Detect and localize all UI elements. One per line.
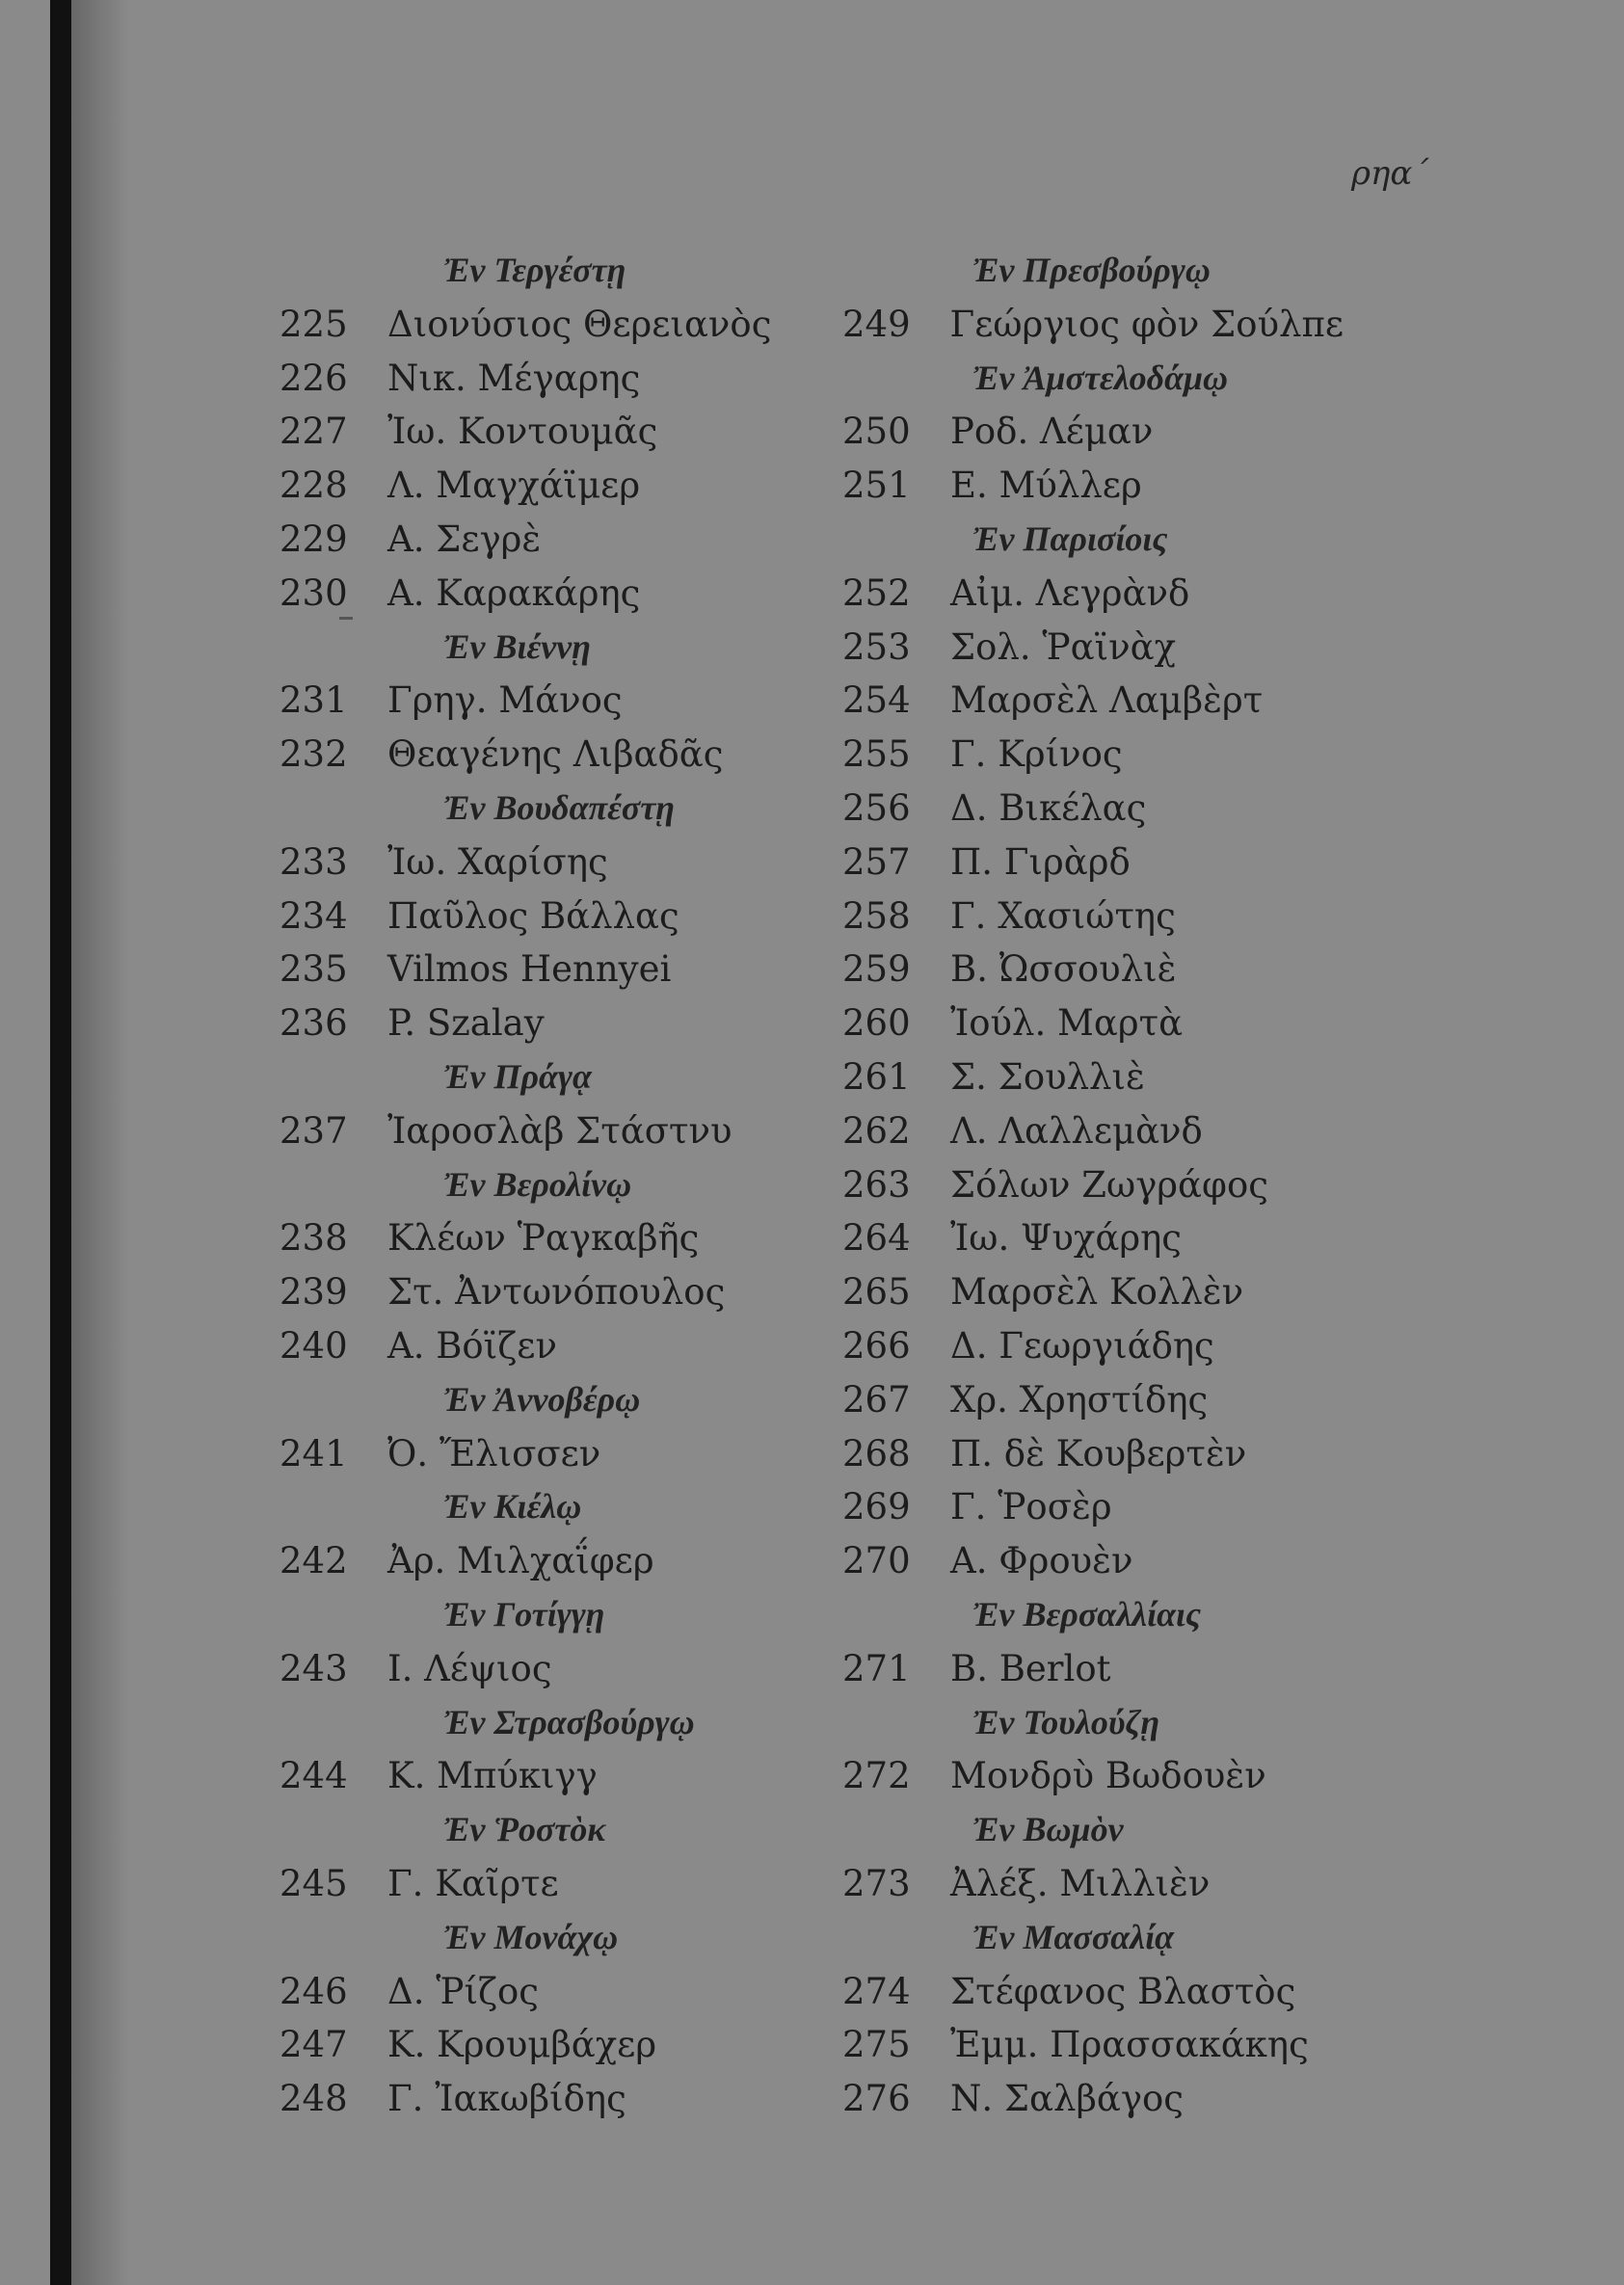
entry-number: 270 <box>842 1540 911 1582</box>
list-item <box>842 1427 1344 1481</box>
book-spine-shadow <box>50 0 71 2285</box>
entry-name: Γ. Καῖρτε <box>387 1862 559 1904</box>
entry-number: 227 <box>280 411 348 453</box>
entry-name: Ἀλέξ. Μιλλιὲν <box>950 1862 1211 1904</box>
list-item <box>280 298 819 352</box>
list-item <box>280 2018 819 2072</box>
list-item <box>842 2072 1344 2126</box>
entry-name: Στέφανος Βλαστὸς <box>950 1970 1296 2012</box>
entry-number: 262 <box>842 1109 911 1152</box>
city-heading-label: Ἐν Κιέλῳ <box>443 1487 582 1527</box>
list-item <box>280 943 819 996</box>
entry-name: Ἰω. Κοντουμᾶς <box>387 411 658 453</box>
city-heading-label: Ἐν Πράγᾳ <box>443 1056 592 1096</box>
entry-name: Π. δὲ Κουβερτὲν <box>950 1432 1247 1475</box>
city-heading <box>842 1803 1344 1857</box>
entry-number: 245 <box>280 1862 348 1904</box>
entry-name: Στ. Ἀντωνόπουλος <box>387 1271 726 1314</box>
entry-name: Χρ. Χρηστίδης <box>950 1378 1209 1421</box>
list-item <box>280 567 819 621</box>
city-heading-label: Ἐν Μασσαλίᾳ <box>972 1917 1175 1956</box>
city-heading <box>280 1803 819 1857</box>
entry-number: 269 <box>842 1486 911 1528</box>
entry-name: Αἰμ. Λεγρὰνδ <box>950 571 1190 614</box>
list-item <box>280 405 819 459</box>
entry-name: B. Berlot <box>950 1647 1111 1689</box>
list-item <box>842 1104 1344 1158</box>
list-item <box>280 836 819 890</box>
entry-name: Ἀρ. Μιλχαΐφερ <box>387 1540 654 1582</box>
city-heading-label: Ἐν Πρεσβούργῳ <box>972 251 1211 289</box>
entry-number: 229 <box>280 518 348 560</box>
entry-name: Ἰούλ. Μαρτὰ <box>950 1002 1184 1045</box>
entry-name: Β. Ὠσσουλιὲ <box>950 948 1177 991</box>
entry-number: 246 <box>280 1970 348 2012</box>
entry-name: Λ. Λαλλεμὰνδ <box>950 1109 1203 1152</box>
list-item <box>280 1642 819 1696</box>
entry-name: Μαρσὲλ Κολλὲν <box>950 1271 1244 1314</box>
entry-number: 250 <box>842 411 911 453</box>
entry-name: P. Szalay <box>387 1002 545 1045</box>
gutter-shade <box>71 0 129 2285</box>
entry-number: 255 <box>842 733 911 776</box>
list-item <box>842 1857 1344 1911</box>
entry-name: Σ. Σουλλιὲ <box>950 1055 1145 1098</box>
list-item <box>842 728 1344 782</box>
city-heading <box>280 1050 819 1104</box>
entry-number: 233 <box>280 840 348 883</box>
entry-number: 249 <box>842 303 911 345</box>
entry-name: Α. Σεγρὲ <box>387 518 542 560</box>
entry-number: 231 <box>280 679 348 722</box>
city-heading-label: Ἐν Στρασβούργῳ <box>443 1702 695 1741</box>
city-heading <box>842 352 1344 406</box>
entry-name: Γεώργιος φὸν Σούλπε <box>949 303 1344 345</box>
entry-number: 274 <box>842 1970 911 2012</box>
list-item <box>842 1749 1344 1803</box>
entry-number: 236 <box>280 1002 348 1045</box>
city-heading <box>280 1158 819 1212</box>
entry-name: Ἰω. Ψυχάρης <box>950 1217 1182 1260</box>
entry-name: Νικ. Μέγαρης <box>387 357 641 399</box>
entry-name: Κλέων Ῥαγκαβῆς <box>387 1217 700 1260</box>
entry-name: Ἰαροσλὰβ Στάστνυ <box>387 1109 732 1152</box>
margin-dash <box>339 617 353 620</box>
entry-name: Ι. Λέψιος <box>387 1647 552 1689</box>
city-heading-label: Ἐν Βωμὸν <box>972 1810 1124 1849</box>
list-item <box>842 1050 1344 1104</box>
city-heading-label: Ἐν Βερολίνῳ <box>443 1164 632 1204</box>
entry-number: 254 <box>842 679 911 722</box>
list-item <box>842 890 1344 943</box>
entry-number: 257 <box>842 840 911 883</box>
entry-number: 271 <box>842 1647 911 1689</box>
entry-number: 259 <box>842 948 911 991</box>
city-heading-label: Ἐν Μονάχῳ <box>443 1917 619 1956</box>
entry-name: Διονύσιος Θερειανὸς <box>387 303 772 345</box>
entry-name: Θεαγένης Λιβαδᾶς <box>387 733 724 776</box>
list-item <box>842 1211 1344 1265</box>
city-heading-label: Ἐν Βουδαπέστῃ <box>443 787 676 827</box>
city-heading <box>280 1480 819 1534</box>
entry-number: 248 <box>280 2078 348 2120</box>
city-heading-label: Ἐν Τουλούζῃ <box>972 1702 1160 1741</box>
city-heading-label: Ἐν Ἀννοβέρῳ <box>443 1379 641 1419</box>
list-item <box>842 459 1344 513</box>
city-heading-label: Ἐν Βερσαλλίαις <box>972 1594 1202 1634</box>
list-item <box>280 352 819 406</box>
list-item <box>280 996 819 1050</box>
list-item <box>842 621 1344 675</box>
entry-number: 242 <box>280 1540 348 1582</box>
list-item <box>842 674 1344 728</box>
list-item <box>842 836 1344 890</box>
list-item <box>280 513 819 567</box>
left-column <box>280 244 819 2126</box>
entry-number: 232 <box>280 733 348 776</box>
entry-number: 263 <box>842 1163 911 1206</box>
entry-number: 265 <box>842 1271 911 1314</box>
list-item <box>842 943 1344 996</box>
entry-name: Γ. Χασιώτης <box>950 894 1176 937</box>
entry-name: Γ. Ἰακωβίδης <box>387 2078 626 2120</box>
entry-name: Δ. Βικέλας <box>950 786 1147 829</box>
city-heading-label: Ἐν Ῥοστὸκ <box>443 1810 606 1849</box>
entry-number: 241 <box>280 1432 348 1475</box>
entry-name: Ν. Σαλβάγος <box>950 2078 1184 2120</box>
list-item <box>280 1319 819 1373</box>
entry-number: 258 <box>842 894 911 937</box>
list-item <box>280 1265 819 1319</box>
entry-number: 256 <box>842 786 911 829</box>
list-item <box>280 890 819 943</box>
entry-number: 268 <box>842 1432 911 1475</box>
entry-name: Α. Καρακάρης <box>387 571 641 614</box>
entry-number: 239 <box>280 1271 348 1314</box>
list-item <box>280 1211 819 1265</box>
entry-name: Παῦλος Βάλλας <box>387 894 679 937</box>
city-heading-label: Ἐν Παρισίοις <box>972 518 1168 558</box>
entry-name: Δ. Γεωργιάδης <box>950 1324 1214 1367</box>
entry-name: Α. Βόϊζεν <box>387 1324 557 1367</box>
entry-name: Γ. Ῥοσὲρ <box>950 1486 1112 1528</box>
entry-number: 266 <box>842 1324 911 1367</box>
list-item <box>280 1965 819 2019</box>
entry-number: 238 <box>280 1217 348 1260</box>
entry-number: 252 <box>842 571 911 614</box>
entry-number: 273 <box>842 1862 911 1904</box>
city-heading <box>280 1588 819 1642</box>
entry-name: Γρηγ. Μάνος <box>387 679 623 722</box>
entry-number: 251 <box>842 465 911 507</box>
city-heading <box>842 1911 1344 1965</box>
list-item <box>280 1857 819 1911</box>
entry-number: 247 <box>280 2024 348 2066</box>
list-item <box>842 1158 1344 1212</box>
entry-name: Ἐμμ. Πρασσακάκης <box>950 2024 1309 2066</box>
entry-name: Δ. Ῥίζος <box>387 1970 540 2012</box>
list-item <box>842 405 1344 459</box>
list-item <box>280 1427 819 1481</box>
entry-number: 267 <box>842 1378 911 1421</box>
list-item <box>842 1480 1344 1534</box>
entry-name: Ἰω. Χαρίσης <box>387 840 608 883</box>
city-heading-label: Ἐν Τεργέστῃ <box>443 251 626 289</box>
entry-name: Μονδρὺ Βωδουὲν <box>950 1755 1266 1797</box>
entry-name: Κ. Μπύκιγγ <box>387 1755 598 1797</box>
page-folio: ρηα΄ <box>1351 154 1429 193</box>
city-heading <box>280 244 819 298</box>
entry-name: Ε. Μύλλερ <box>950 465 1142 507</box>
entry-name: Ροδ. Λέμαν <box>950 411 1154 453</box>
entry-number: 225 <box>280 303 348 345</box>
entry-number: 234 <box>280 894 348 937</box>
city-heading <box>280 1696 819 1750</box>
right-column <box>842 244 1344 2126</box>
entry-number: 243 <box>280 1647 348 1689</box>
entry-name: Α. Φρουὲν <box>950 1540 1133 1582</box>
entry-number: 253 <box>842 625 911 668</box>
entry-name: Λ. Μαγχάϊμερ <box>387 465 641 507</box>
city-heading <box>280 782 819 836</box>
list-item <box>842 1642 1344 1696</box>
entry-number: 260 <box>842 1002 911 1045</box>
entry-number: 275 <box>842 2024 911 2066</box>
entry-number: 264 <box>842 1217 911 1260</box>
city-heading-label: Ἐν Βιέννῃ <box>443 626 591 666</box>
list-item <box>842 1534 1344 1588</box>
entry-name: Μαρσὲλ Λαμβὲρτ <box>950 679 1264 722</box>
entry-number: 272 <box>842 1755 911 1797</box>
list-item <box>842 782 1344 836</box>
list-item <box>842 996 1344 1050</box>
list-item <box>842 567 1344 621</box>
list-item <box>842 1319 1344 1373</box>
city-heading <box>280 1373 819 1427</box>
entry-number: 237 <box>280 1109 348 1152</box>
list-item <box>280 1104 819 1158</box>
list-item <box>842 2018 1344 2072</box>
list-item <box>842 298 1344 352</box>
entry-name: Vilmos Hennyei <box>387 948 672 991</box>
list-item <box>280 1534 819 1588</box>
entry-number: 276 <box>842 2078 911 2120</box>
entry-number: 226 <box>280 357 348 399</box>
entry-number: 261 <box>842 1055 911 1098</box>
entry-number: 240 <box>280 1324 348 1367</box>
city-heading <box>280 621 819 675</box>
list-item <box>280 459 819 513</box>
entry-number: 235 <box>280 948 348 991</box>
list-item <box>280 1749 819 1803</box>
city-heading <box>842 1696 1344 1750</box>
entry-number: 230 <box>280 571 348 614</box>
entry-name: Σόλων Ζωγράφος <box>950 1163 1268 1206</box>
entry-name: Ὀ. Ἔλισσεν <box>387 1432 601 1475</box>
entry-name: Σολ. Ῥαϊνὰχ <box>950 625 1177 668</box>
city-heading <box>280 1911 819 1965</box>
entry-number: 244 <box>280 1755 348 1797</box>
list-item <box>842 1373 1344 1427</box>
city-heading <box>842 513 1344 567</box>
entry-name: Κ. Κρουμβάχερ <box>387 2024 657 2066</box>
list-item <box>280 2072 819 2126</box>
city-heading <box>842 1588 1344 1642</box>
entry-name: Γ. Κρίνος <box>950 733 1123 776</box>
entry-number: 228 <box>280 465 348 507</box>
city-heading <box>842 244 1344 298</box>
entry-name: Π. Γιρὰρδ <box>950 840 1131 883</box>
city-heading-label: Ἐν Ἀμστελοδάμῳ <box>972 358 1229 397</box>
list-item <box>280 674 819 728</box>
list-item <box>842 1265 1344 1319</box>
list-item <box>842 1965 1344 2019</box>
list-item <box>280 728 819 782</box>
city-heading-label: Ἐν Γοτίγγῃ <box>443 1594 605 1634</box>
